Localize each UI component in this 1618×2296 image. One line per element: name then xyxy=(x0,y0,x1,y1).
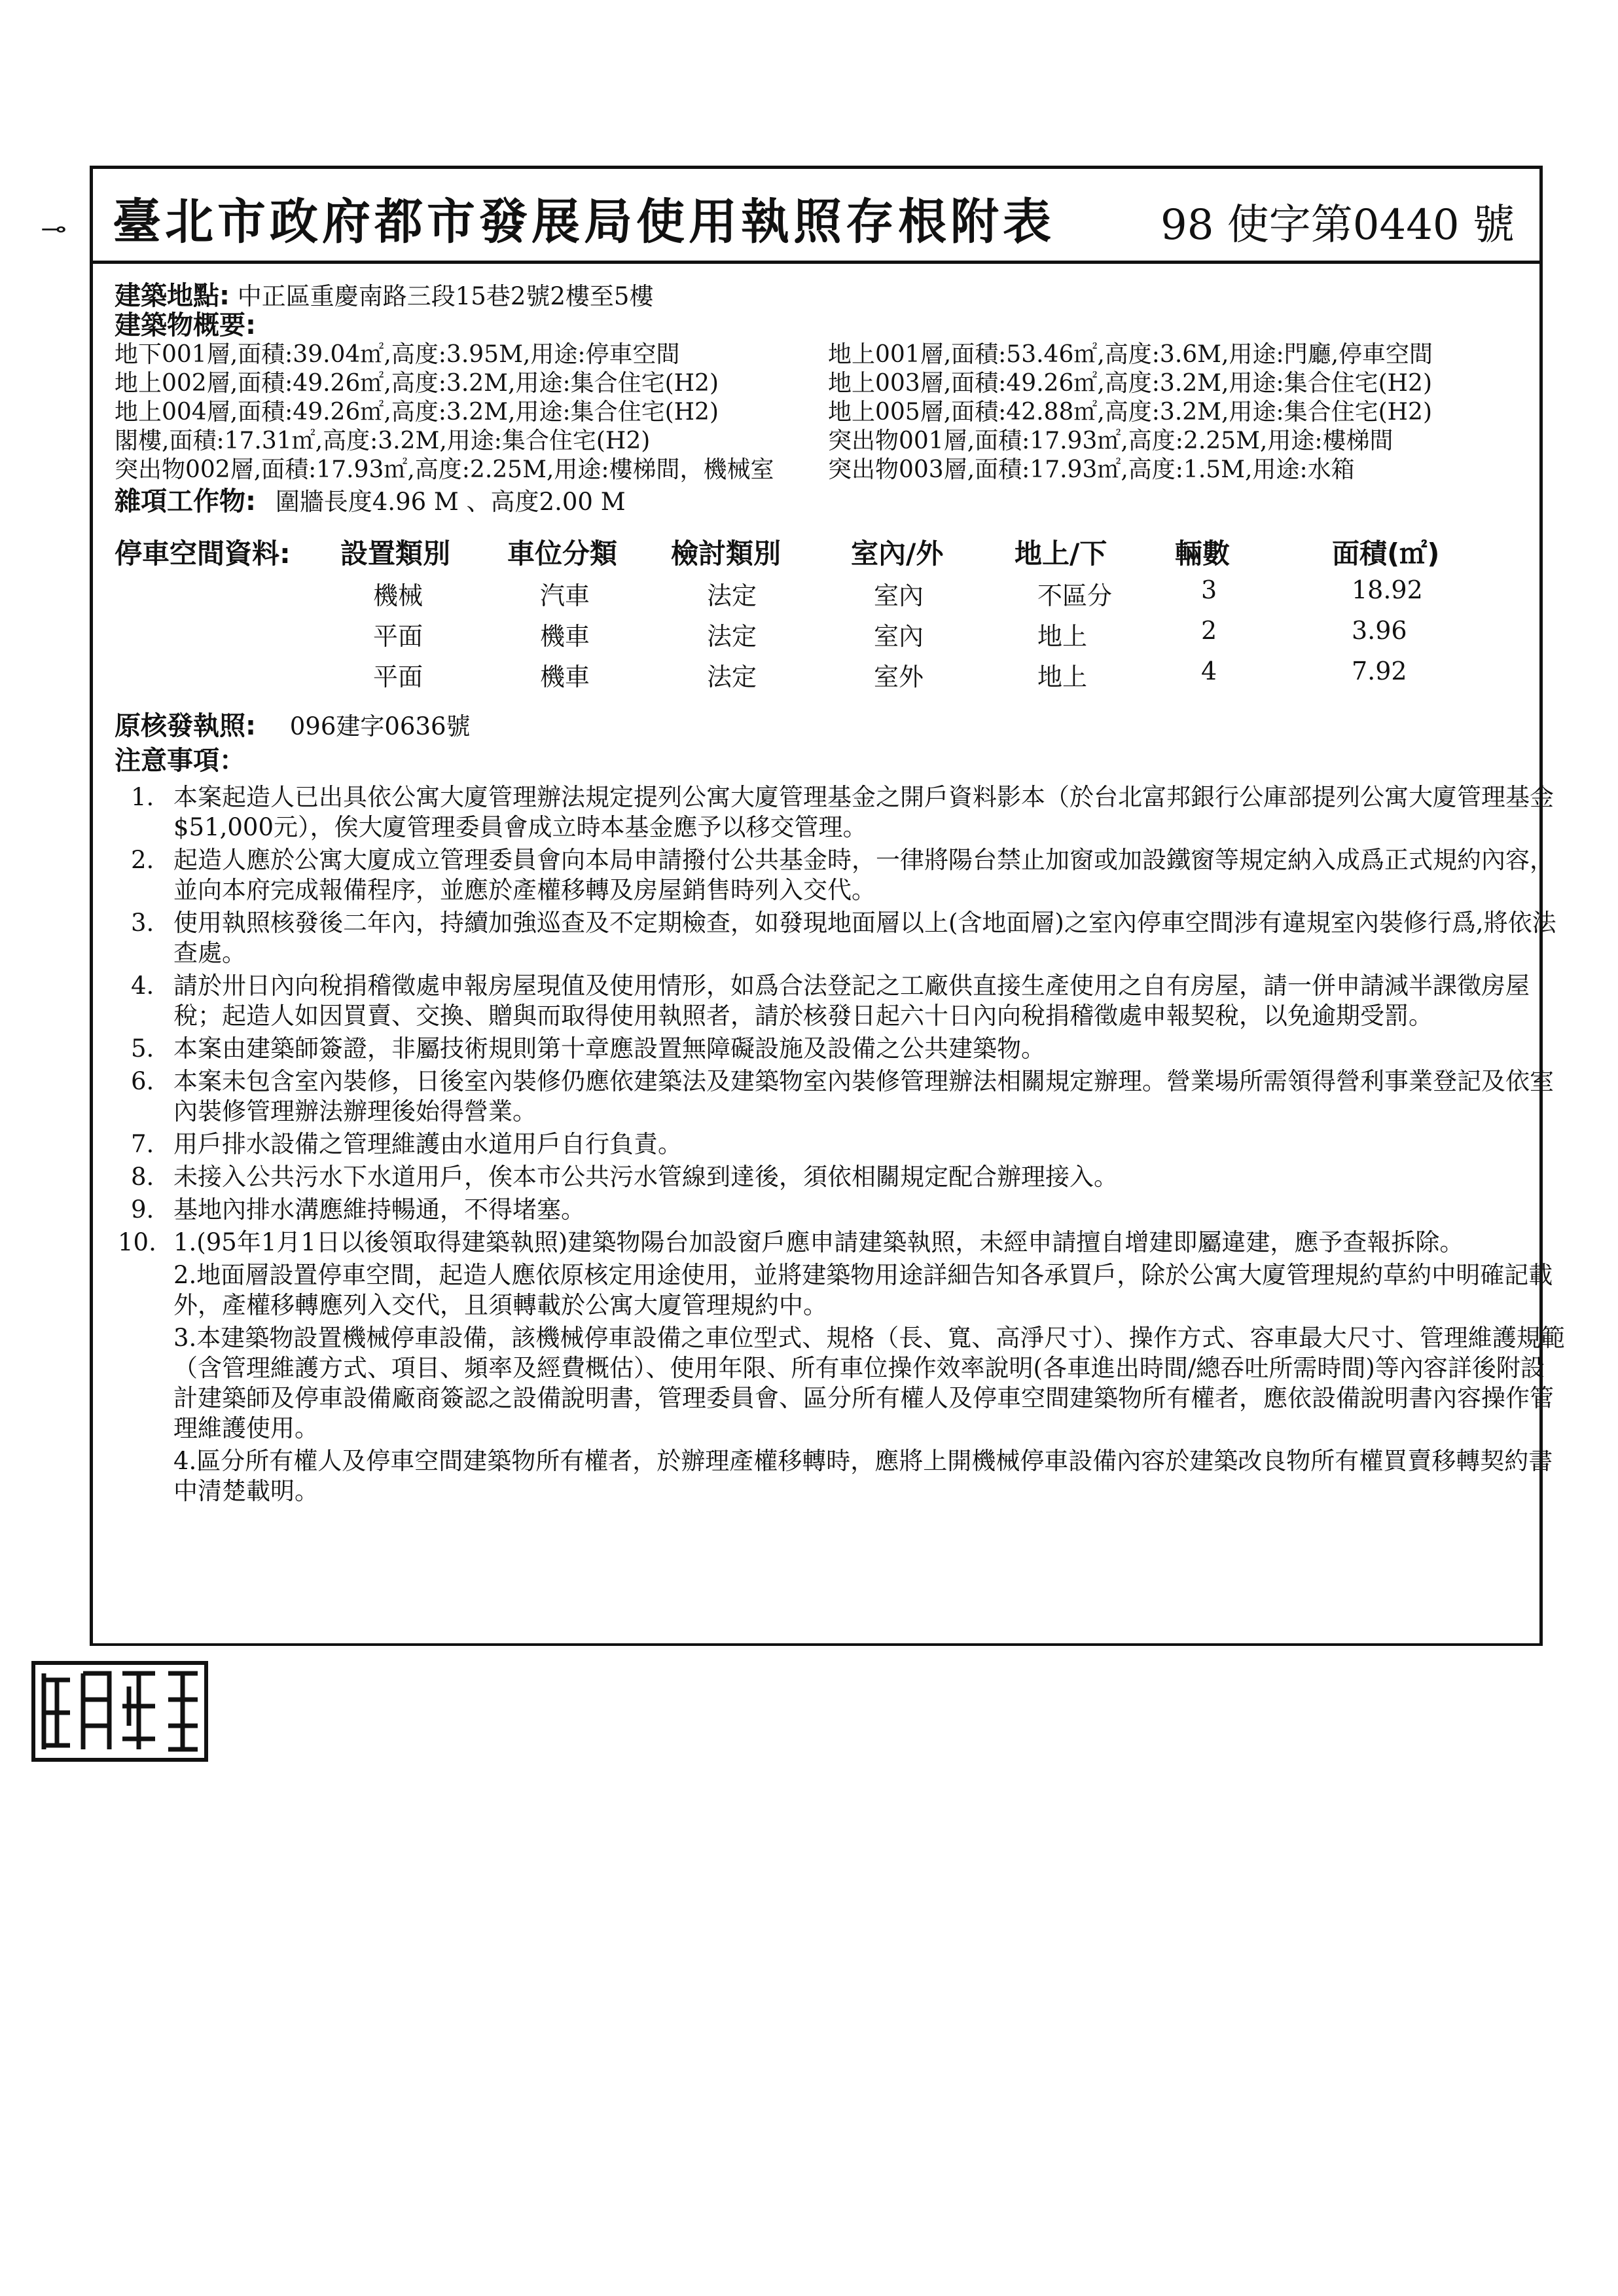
parking-cell: 室內 xyxy=(874,622,924,651)
seal-strokes xyxy=(44,1673,198,1749)
parking-cell: 18.92 xyxy=(1352,575,1423,604)
parking-cell: 法定 xyxy=(707,622,757,651)
notes-label: 注意事項： xyxy=(115,746,245,776)
parking-col-header: 面積(㎡) xyxy=(1332,538,1440,570)
parking-cell: 法定 xyxy=(707,663,757,691)
site-label: 建築地點: xyxy=(115,281,230,311)
note-item xyxy=(115,908,1568,968)
note-item xyxy=(115,1162,1568,1192)
parking-row xyxy=(115,570,1522,611)
parking-col-header: 檢討類別 xyxy=(671,538,782,570)
note-item xyxy=(115,1129,1568,1159)
parking-cell: 7.92 xyxy=(1352,657,1407,685)
note-subitem xyxy=(115,1446,1568,1506)
parking-row xyxy=(115,651,1522,692)
summary-line: 地上003層,面積:49.26㎡,高度:3.2M,用途:集合住宅(H2) xyxy=(828,370,1432,397)
parking-cell: 平面 xyxy=(373,663,423,691)
parking-header-row xyxy=(115,528,1522,570)
parking-cell: 機車 xyxy=(540,622,590,651)
summary-line: 地上004層,面積:49.26㎡,高度:3.2M,用途:集合住宅(H2) xyxy=(115,399,719,426)
parking-cell: 機車 xyxy=(540,663,590,691)
original-value: 096建字0636號 xyxy=(289,712,471,740)
note-text: 4.區分所有權人及停車空間建築物所有權者，於辦理產權移轉時，應將上開機械停車設備內容於建築改良物所有權買賣移轉契約書中清楚載明。 xyxy=(173,1447,1553,1505)
note-text: 3.本建築物設置機械停車設備，該機械停車設備之車位型式、規格（長、寬、高淨尺寸）、操作方式、容車最大尺寸、管理維護規範（含管理維護方式、項目、頻率及經費概估）、使用年限、所有車位操作效率說明(各車進出時間/總吞吐所需時間)等內容詳後附設計建築師及停車設備廠商簽認之設備說明書，管理委員會、區分所有權人及停車空間建築物所有權者，應依設備說明書內容操作管理維護使用。 xyxy=(173,1324,1565,1442)
margin-mark: ⊸ xyxy=(41,216,67,242)
building-summary xyxy=(115,340,1522,484)
note-number: 7. xyxy=(131,1130,154,1158)
note-text: 請於卅日內向稅捐稽徵處申報房屋現值及使用情形，如爲合法登記之工廠供直接生產使用之自有房屋，請一併申請減半課徵房屋稅；起造人如因買賣、交換、贈與而取得使用執照者，請於核發日起六十日內向稅捐稽徵處申報契稅，以免逾期受罰。 xyxy=(173,972,1530,1030)
parking-col-header: 室內/外 xyxy=(851,538,944,570)
note-subitem xyxy=(115,1260,1568,1321)
document-header xyxy=(90,166,1543,264)
parking-cell: 機械 xyxy=(373,581,423,610)
note-item xyxy=(115,1066,1568,1127)
site-value: 中正區重慶南路三段15巷2號2樓至5樓 xyxy=(237,282,654,310)
note-text: 未接入公共污水下水道用戶，俟本市公共污水管線到達後，須依相關規定配合辦理接入。 xyxy=(173,1163,1118,1191)
parking-cell: 室外 xyxy=(874,663,924,691)
note-subitem xyxy=(115,1323,1568,1444)
note-number: 3. xyxy=(131,909,154,937)
note-text: 本案起造人已出具依公寓大廈管理辦法規定提列公寓大廈管理基金之開戶資料影本（於台北富邦銀行公庫部提列公寓大廈管理基金$51,000元），俟大廈管理委員會成立時本基金應予以移交管理。 xyxy=(173,783,1554,841)
note-number: 5. xyxy=(131,1034,154,1063)
note-item xyxy=(115,1228,1568,1258)
misc-label: 雜項工作物: xyxy=(115,486,256,517)
parking-cell: 4 xyxy=(1201,657,1217,685)
original-permit xyxy=(115,712,1522,741)
parking-cell: 法定 xyxy=(707,581,757,610)
notes-heading xyxy=(115,746,1522,776)
summary-left-column xyxy=(115,340,774,484)
note-number: 8. xyxy=(131,1163,154,1191)
parking-cell: 2 xyxy=(1201,616,1217,645)
note-text: 本案未包含室內裝修，日後室內裝修仍應依建築法及建築物室內裝修管理辦法相關規定辦理。營業場所需領得營利事業登記及依室內裝修管理辦法辦理後始得營業。 xyxy=(173,1067,1554,1125)
parking-cell: 室內 xyxy=(874,581,924,610)
parking-col-header: 輛數 xyxy=(1175,538,1231,570)
summary-right-column xyxy=(828,340,1433,484)
parking-label: 停車空間資料: xyxy=(115,538,291,570)
summary-heading xyxy=(115,311,1522,340)
misc-works xyxy=(115,487,1522,517)
note-item xyxy=(115,1195,1568,1225)
note-text: 使用執照核發後二年內，持續加強巡查及不定期檢查，如發現地面層以上(含地面層)之室內停車空間涉有違規室內裝修行爲,將依法查處。 xyxy=(173,909,1556,967)
note-text: 基地內排水溝應維持暢通，不得堵塞。 xyxy=(173,1195,585,1224)
note-item xyxy=(115,782,1568,843)
parking-col-header: 設置類別 xyxy=(340,538,451,570)
note-text: 起造人應於公寓大廈成立管理委員會向本局申請撥付公共基金時，一律將陽台禁止加窗或加設鐵窗等規定納入成爲正式規約內容，並向本府完成報備程序，並應於產權移轉及房屋銷售時列入交代。 xyxy=(173,846,1554,904)
official-seal xyxy=(31,1660,209,1762)
parking-cell: 地上 xyxy=(1037,622,1088,651)
note-number: 6. xyxy=(131,1067,154,1095)
note-number: 4. xyxy=(131,972,154,1000)
note-item xyxy=(115,845,1568,905)
parking-cell: 3.96 xyxy=(1352,616,1407,645)
summary-line: 地上002層,面積:49.26㎡,高度:3.2M,用途:集合住宅(H2) xyxy=(115,370,719,397)
note-number: 9. xyxy=(131,1195,154,1224)
note-text: 1.(95年1月1日以後領取得建築執照)建築物陽台加設窗戶應申請建築執照，未經申請擅自增建即屬違建，應予查報拆除。 xyxy=(173,1228,1464,1256)
note-number: 1. xyxy=(131,783,154,811)
summary-label: 建築物概要: xyxy=(115,310,256,340)
parking-cell: 汽車 xyxy=(540,581,590,610)
site-location xyxy=(115,282,1522,311)
summary-line: 突出物003層,面積:17.93㎡,高度:1.5M,用途:水箱 xyxy=(828,456,1355,483)
summary-line: 閣樓,面積:17.31㎡,高度:3.2M,用途:集合住宅(H2) xyxy=(115,428,651,454)
document-title: 臺北市政府都市發展局使用執照存根附表 xyxy=(113,194,1055,250)
note-text: 本案由建築師簽證，非屬技術規則第十章應設置無障礙設施及設備之公共建築物。 xyxy=(173,1034,1045,1063)
note-text: 2.地面層設置停車空間，起造人應依原核定用途使用，並將建築物用途詳細告知各承買戶，除於公寓大廈管理規約草約中明確記載外，產權移轉應列入交代，且須轉載於公寓大廈管理規約中。 xyxy=(173,1261,1553,1319)
parking-cell: 不區分 xyxy=(1037,581,1113,610)
parking-col-header: 車位分類 xyxy=(507,538,618,570)
parking-cell: 3 xyxy=(1201,575,1217,604)
summary-line: 突出物001層,面積:17.93㎡,高度:2.25M,用途:樓梯間 xyxy=(828,428,1393,454)
misc-value: 圍牆長度4.96 M 、高度2.00 M xyxy=(275,488,626,516)
parking-cell: 平面 xyxy=(373,622,423,651)
note-text: 用戶排水設備之管理維護由水道用戶自行負責。 xyxy=(173,1130,682,1158)
parking-cell: 地上 xyxy=(1037,663,1088,691)
summary-line: 地下001層,面積:39.04㎡,高度:3.95M,用途:停車空間 xyxy=(115,341,680,368)
note-item xyxy=(115,971,1568,1031)
permit-number: 98 使字第0440 號 xyxy=(1160,201,1515,249)
original-label: 原核發執照: xyxy=(115,711,256,741)
document-body xyxy=(115,275,1565,1509)
note-item xyxy=(115,1034,1568,1064)
parking-col-header: 地上/下 xyxy=(1015,538,1107,570)
notes-list xyxy=(115,782,1565,1506)
parking-row xyxy=(115,611,1522,651)
summary-line: 地上005層,面積:42.88㎡,高度:3.2M,用途:集合住宅(H2) xyxy=(828,399,1432,426)
note-number: 10. xyxy=(118,1228,156,1256)
summary-line: 地上001層,面積:53.46㎡,高度:3.6M,用途:門廳,停車空間 xyxy=(828,341,1433,368)
summary-line: 突出物002層,面積:17.93㎡,高度:2.25M,用途:樓梯間，機械室 xyxy=(115,456,774,483)
note-number: 2. xyxy=(131,846,154,874)
